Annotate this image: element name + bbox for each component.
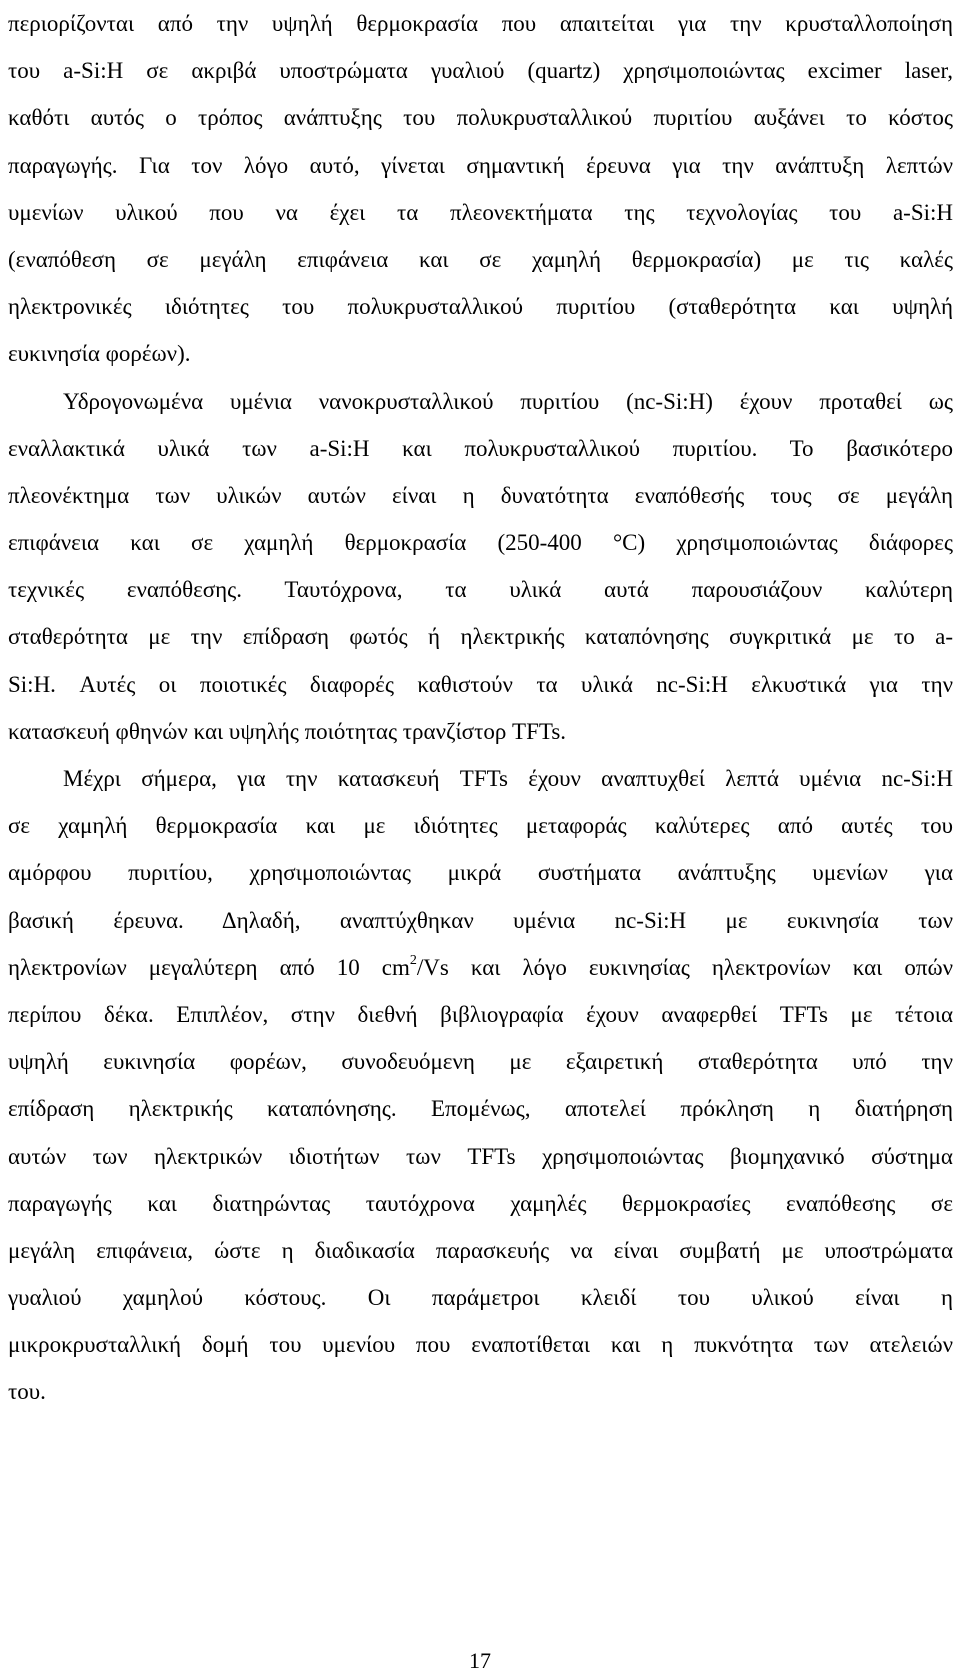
- page-number: 17: [469, 1648, 491, 1673]
- text-segment: /Vs και λόγο ευκινησίας ηλεκτρονίων και οπών: [416, 954, 953, 980]
- text-line: αυτών των ηλεκτρικών ιδιοτήτων των TFTs χρησιμοποιώντας βιομηχανικό σύστημα: [8, 1143, 953, 1169]
- text-line: επίδραση ηλεκτρικής καταπόνησης. Επομένως, αποτελεί πρόκληση η διατήρηση: [8, 1096, 953, 1122]
- text-line: Υδρογονωμένα υμένια νανοκρυσταλλικού πυριτίου (nc-Si:H) έχουν προταθεί ως: [63, 388, 953, 414]
- text-line: σε χαμηλή θερμοκρασία και με ιδιότητες μεταφοράς καλύτερες από αυτές του: [8, 813, 953, 839]
- text-line: πλεονέκτημα των υλικών αυτών είναι η δυνατότητα εναπόθεσής τους σε μεγάλη: [8, 482, 953, 508]
- text-line: γυαλιού χαμηλού κόστους. Οι παράμετροι κλειδί του υλικού είναι η: [8, 1285, 953, 1311]
- text-line: περίπου δέκα. Επιπλέον, στην διεθνή βιβλιογραφία έχουν αναφερθεί TFTs με τέτοια: [8, 1001, 953, 1027]
- text-line: (εναπόθεση σε μεγάλη επιφάνεια και σε χαμηλή θερμοκρασία) με τις καλές: [8, 246, 953, 272]
- text-line: υμενίων υλικού που να έχει τα πλεονεκτήματα της τεχνολογίας του a-Si:H: [8, 199, 953, 225]
- paragraph: [8, 0, 953, 378]
- text-line: παραγωγής και διατηρώντας ταυτόχρονα χαμηλές θερμοκρασίες εναπόθεσης σε: [8, 1190, 953, 1216]
- text-line: παραγωγής. Για τον λόγο αυτό, γίνεται σημαντική έρευνα για την ανάπτυξη λεπτών: [8, 152, 953, 178]
- body-text: [8, 0, 953, 1416]
- text-line: μικροκρυσταλλική δομή του υμενίου που εναποτίθεται και η πυκνότητα των ατελειών: [8, 1332, 953, 1358]
- text-line: βασική έρευνα. Δηλαδή, αναπτύχθηκαν υμένια nc-Si:H με ευκινησία των: [8, 907, 953, 933]
- text-line: περιορίζονται από την υψηλή θερμοκρασία που απαιτείται για την κρυσταλλοποίηση: [8, 11, 953, 36]
- text-line: ηλεκτρονικές ιδιότητες του πολυκρυσταλλικού πυριτίου (σταθερότητα και υψηλή: [8, 294, 953, 320]
- text-line: τεχνικές εναπόθεσης. Ταυτόχρονα, τα υλικά αυτά παρουσιάζουν καλύτερη: [8, 577, 953, 603]
- text-line: του a-Si:H σε ακριβά υποστρώματα γυαλιού (quartz) χρησιμοποιώντας excimer laser,: [8, 58, 953, 84]
- text-line: καθότι αυτός ο τρόπος ανάπτυξης του πολυκρυσταλλικού πυριτίου αυξάνει το κόστος: [8, 105, 953, 131]
- text-line: Si:H. Αυτές οι ποιοτικές διαφορές καθιστούν τα υλικά nc-Si:H ελκυστικά για την: [8, 671, 953, 697]
- text-segment: ηλεκτρονίων μεγαλύτερη από 10 cm: [8, 954, 410, 980]
- text-line: αμόρφου πυριτίου, χρησιμοποιώντας μικρά συστήματα ανάπτυξης υμενίων για: [8, 860, 953, 886]
- text-line: εναλλακτικά υλικά των a-Si:H και πολυκρυσταλλικού πυριτίου. Το βασικότερο: [8, 435, 953, 461]
- text-line: Μέχρι σήμερα, για την κατασκευή TFTs έχουν αναπτυχθεί λεπτά υμένια nc-Si:H: [63, 766, 953, 791]
- text-line: μεγάλη επιφάνεια, ώστε η διαδικασία παρασκευής να είναι συμβατή με υποστρώματα: [8, 1237, 953, 1263]
- text-line: σταθερότητα με την επίδραση φωτός ή ηλεκτρικής καταπόνησης συγκριτικά με το a-: [8, 624, 953, 650]
- text-line: κατασκευή φθηνών και υψηλής ποιότητας τρανζίστορ TFTs.: [8, 718, 567, 744]
- text-line: επιφάνεια και σε χαμηλή θερμοκρασία (250-400 °C) χρησιμοποιώντας διάφορες: [8, 530, 953, 556]
- text-line: ευκινησία φορέων).: [8, 341, 191, 367]
- superscript: 2: [409, 953, 417, 969]
- text-line: υψηλή ευκινησία φορέων, συνοδευόμενη με εξαιρετική σταθερότητα υπό την: [8, 1049, 953, 1075]
- paragraph: [8, 755, 953, 1416]
- text-line: του.: [8, 1379, 46, 1405]
- paragraph: [8, 378, 953, 756]
- text-line-with-superscript: [8, 944, 953, 991]
